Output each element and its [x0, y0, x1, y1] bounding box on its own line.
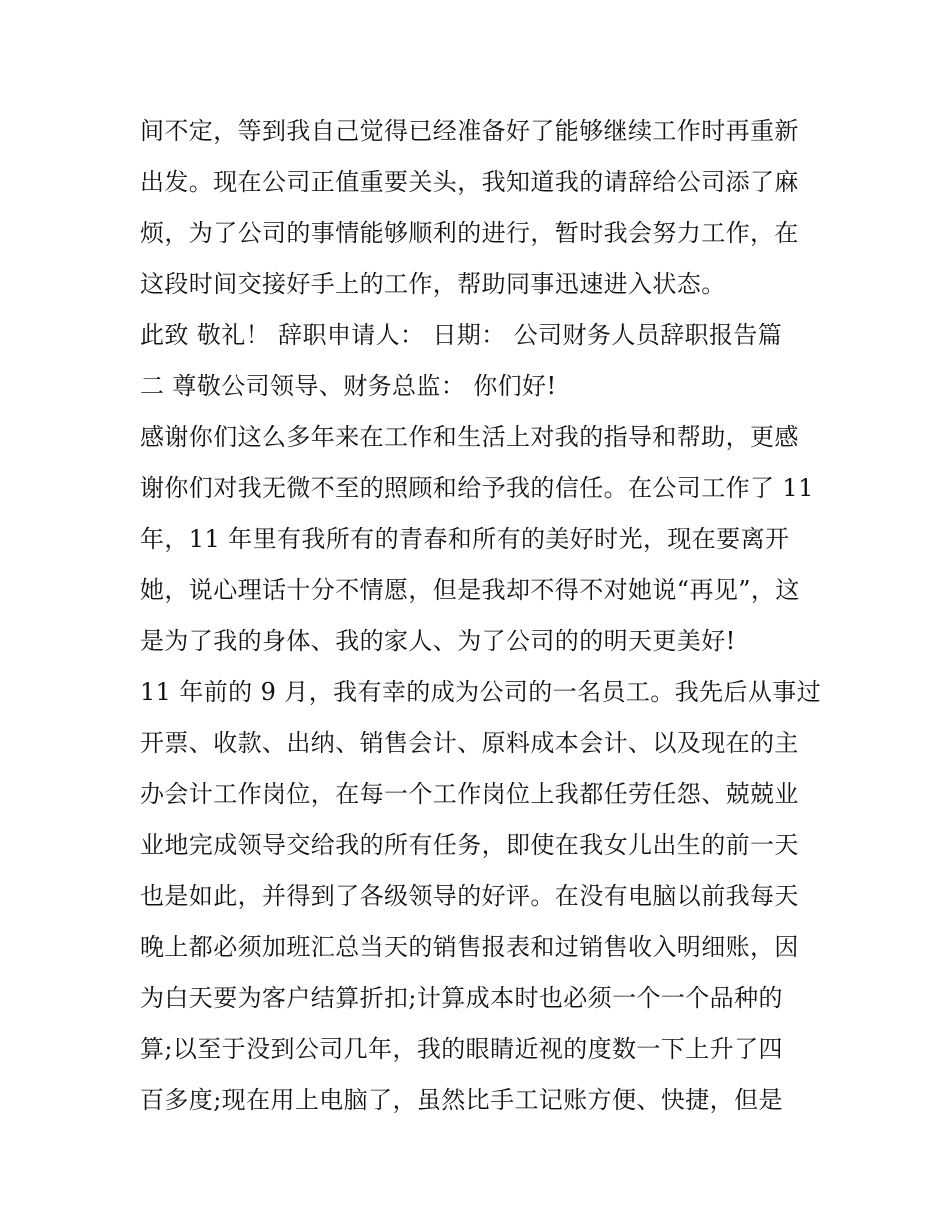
- text-line-3: 烦，为了公司的事情能够顺利的进行，暂时我会努力工作，在: [140, 219, 799, 247]
- text-line-10: 她，说心理话十分不情愿，但是我却不得不对她说“再见”，这: [140, 576, 800, 604]
- text-line-14: 办会计工作岗位，在每一个工作岗位上我都任劳任怨、兢兢业: [140, 780, 799, 808]
- text-line-6: 二 尊敬公司领导、财务总监： 你们好!: [140, 372, 557, 400]
- text-line-18: 为白天要为客户结算折扣;计算成本时也必须一个一个品种的: [140, 984, 783, 1012]
- text-line-9: 年，11 年里有我所有的青春和所有的美好时光，现在要离开: [140, 525, 790, 553]
- text-line-13: 开票、收款、出纳、销售会计、原料成本会计、以及现在的主: [140, 729, 799, 757]
- text-line-1: 间不定，等到我自己觉得已经准备好了能够继续工作时再重新: [140, 117, 799, 145]
- text-line-20: 百多度;现在用上电脑了，虽然比手工记账方便、快捷，但是: [140, 1086, 783, 1114]
- text-line-2: 出发。现在公司正值重要关头，我知道我的请辞给公司添了麻: [140, 168, 799, 196]
- text-line-16: 也是如此，并得到了各级领导的好评。在没有电脑以前我每天: [140, 882, 799, 910]
- text-line-15: 业地完成领导交给我的所有任务，即使在我女儿出生的前一天: [140, 831, 799, 859]
- text-line-8: 谢你们对我无微不至的照顾和给予我的信任。在公司工作了 11: [140, 474, 814, 502]
- document-page: [140, 110, 820, 1130]
- text-line-7: 感谢你们这么多年来在工作和生活上对我的指导和帮助，更感: [140, 423, 799, 451]
- text-line-17: 晚上都必须加班汇总当天的销售报表和过销售收入明细账，因: [140, 933, 799, 961]
- text-line-19: 算;以至于没到公司几年，我的眼睛近视的度数一下上升了四: [140, 1035, 783, 1063]
- text-line-5: 此致 敬礼！ 辞职申请人： 日期： 公司财务人员辞职报告篇: [140, 321, 783, 349]
- text-line-11: 是为了我的身体、我的家人、为了公司的的明天更美好!: [140, 627, 736, 655]
- text-line-4: 这段时间交接好手上的工作，帮助同事迅速进入状态。: [140, 270, 726, 298]
- text-line-12: 11 年前的 9 月，我有幸的成为公司的一名员工。我先后从事过: [140, 678, 822, 706]
